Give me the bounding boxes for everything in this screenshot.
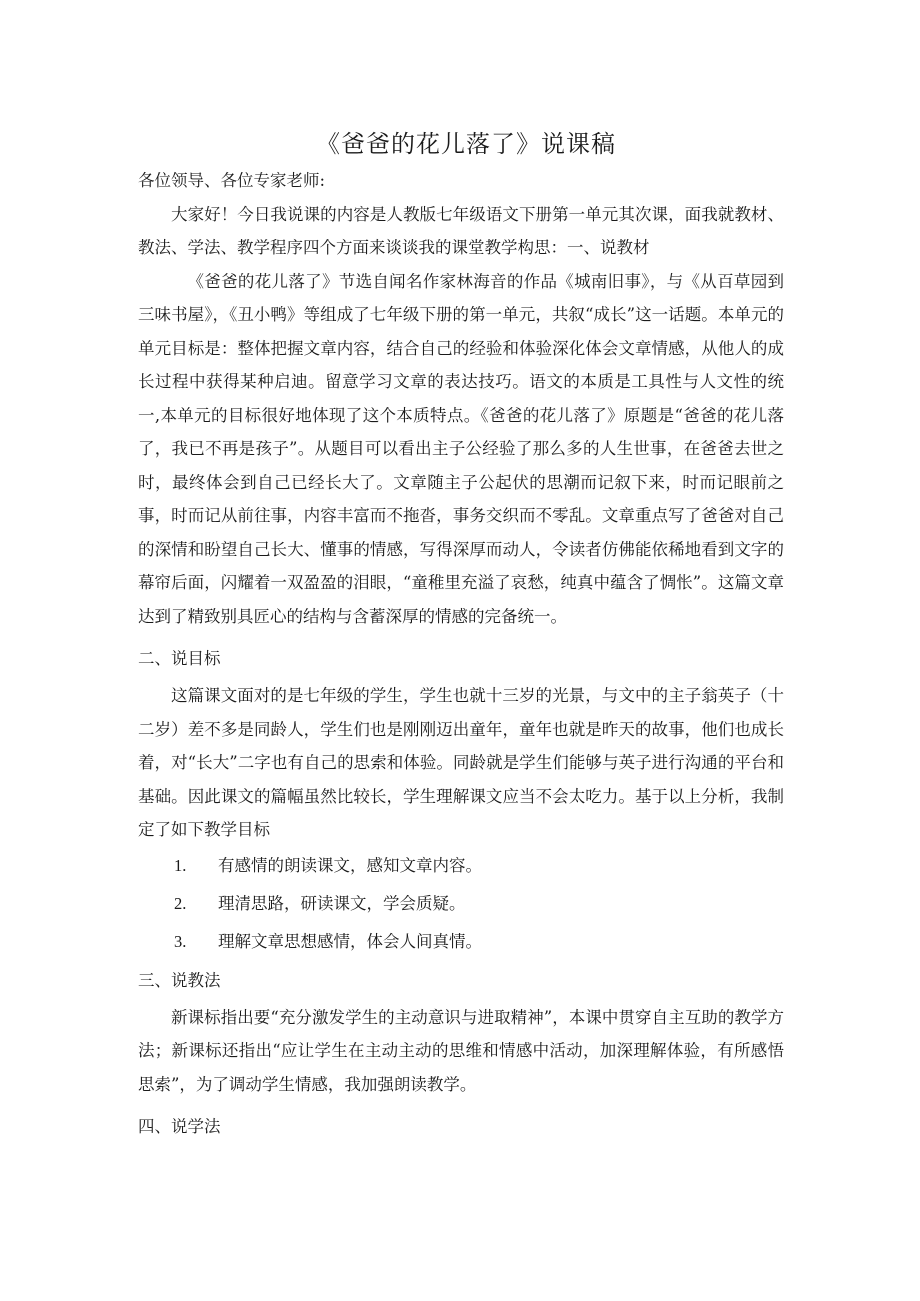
goal-item [138, 847, 784, 885]
textbook-paragraph: 《爸爸的花儿落了》节选自闻名作家林海音的作品《城南旧事》，与《从百草园到三味书屋》，《丑小鸭》等组成了七年级下册的第一单元，共叙“成长”这一话题。本单元的单元目标是：整体把握文章内容，结合自己的经验和体验深化体会文章情感，从他人的成长过程中获得某种启迪。留意学习文章的表达技巧。语文的本质是工具性与人文性的统一,本单元的目标很好地体现了这个本质特点。《爸爸的花儿落了》原题是“爸爸的花儿落了，我已不再是孩子”。从题目可以看出主子公经验了那么多的人生世事，在爸爸去世之时，最终体会到自己已经长大了。文章随主子公起伏的思潮而记叙下来，时而记眼前之事，时而记从前往事，内容丰富而不拖沓，事务交织而不零乱。文章重点写了爸爸对自己的深情和盼望自己长大、懂事的情感，写得深厚而动人，令读者仿佛能依稀地看到文字的幕帘后面，闪耀着一双盈盈的泪眼，“童稚里充溢了哀愁，纯真中蕴含了惆怅”。这篇文章达到了精致别具匠心的结构与含蓄深厚的情感的完备统一。 [138, 271, 784, 626]
goals-paragraph: 这篇课文面对的是七年级的学生，学生也就十三岁的光景，与文中的主子翁英子（十二岁）差不多是同龄人，学生们也是刚刚迈出童年，童年也就是昨天的故事，他们也成长着，对“长大”二字也有自己的思索和体验。同龄就是学生们能够与英子进行沟通的平台和基础。因此课文的篇幅虽然比较长，学生理解课文应当不会太吃力。基于以上分析，我制定了如下教学目标 [138, 686, 784, 839]
section-heading-learning: 四、说学法 [138, 1117, 221, 1136]
goal-text: 有感情的朗读课文，感知文章内容。 [218, 855, 482, 875]
document-page [138, 124, 784, 1147]
section-heading-methods: 三、说教法 [138, 970, 221, 990]
goal-item [138, 923, 784, 961]
goal-number: 2. [174, 893, 187, 913]
goal-text: 理解文章思想感情，体会人间真情。 [218, 931, 482, 951]
goal-number: 3. [174, 931, 187, 951]
salutation: 各位领导、各位专家老师: [138, 171, 326, 190]
methods-paragraph: 新课标指出要“充分激发学生的主动意识与进取精神”，本课中贯穿自主互助的教学方法；新课标还指出“应让学生在主动主动的思维和情感中活动，加深理解体验，有所感悟思索”，为了调动学生情感，我加强朗读教学。 [138, 1007, 784, 1094]
goal-text: 理清思路，研读课文，学会质疑。 [218, 893, 466, 913]
goal-list [138, 847, 784, 961]
document-title: 《爸爸的花儿落了》说课稿 [316, 130, 616, 158]
intro-paragraph: 大家好！今日我说课的内容是人教版七年级语文下册第一单元其次课，面我就教材、教法、学法、教学程序四个方面来谈谈我的课堂教学构思：一、说教材 [138, 204, 784, 257]
section-heading-goals: 二、说目标 [138, 649, 221, 668]
goal-item [138, 885, 784, 923]
goal-number: 1. [174, 855, 187, 875]
